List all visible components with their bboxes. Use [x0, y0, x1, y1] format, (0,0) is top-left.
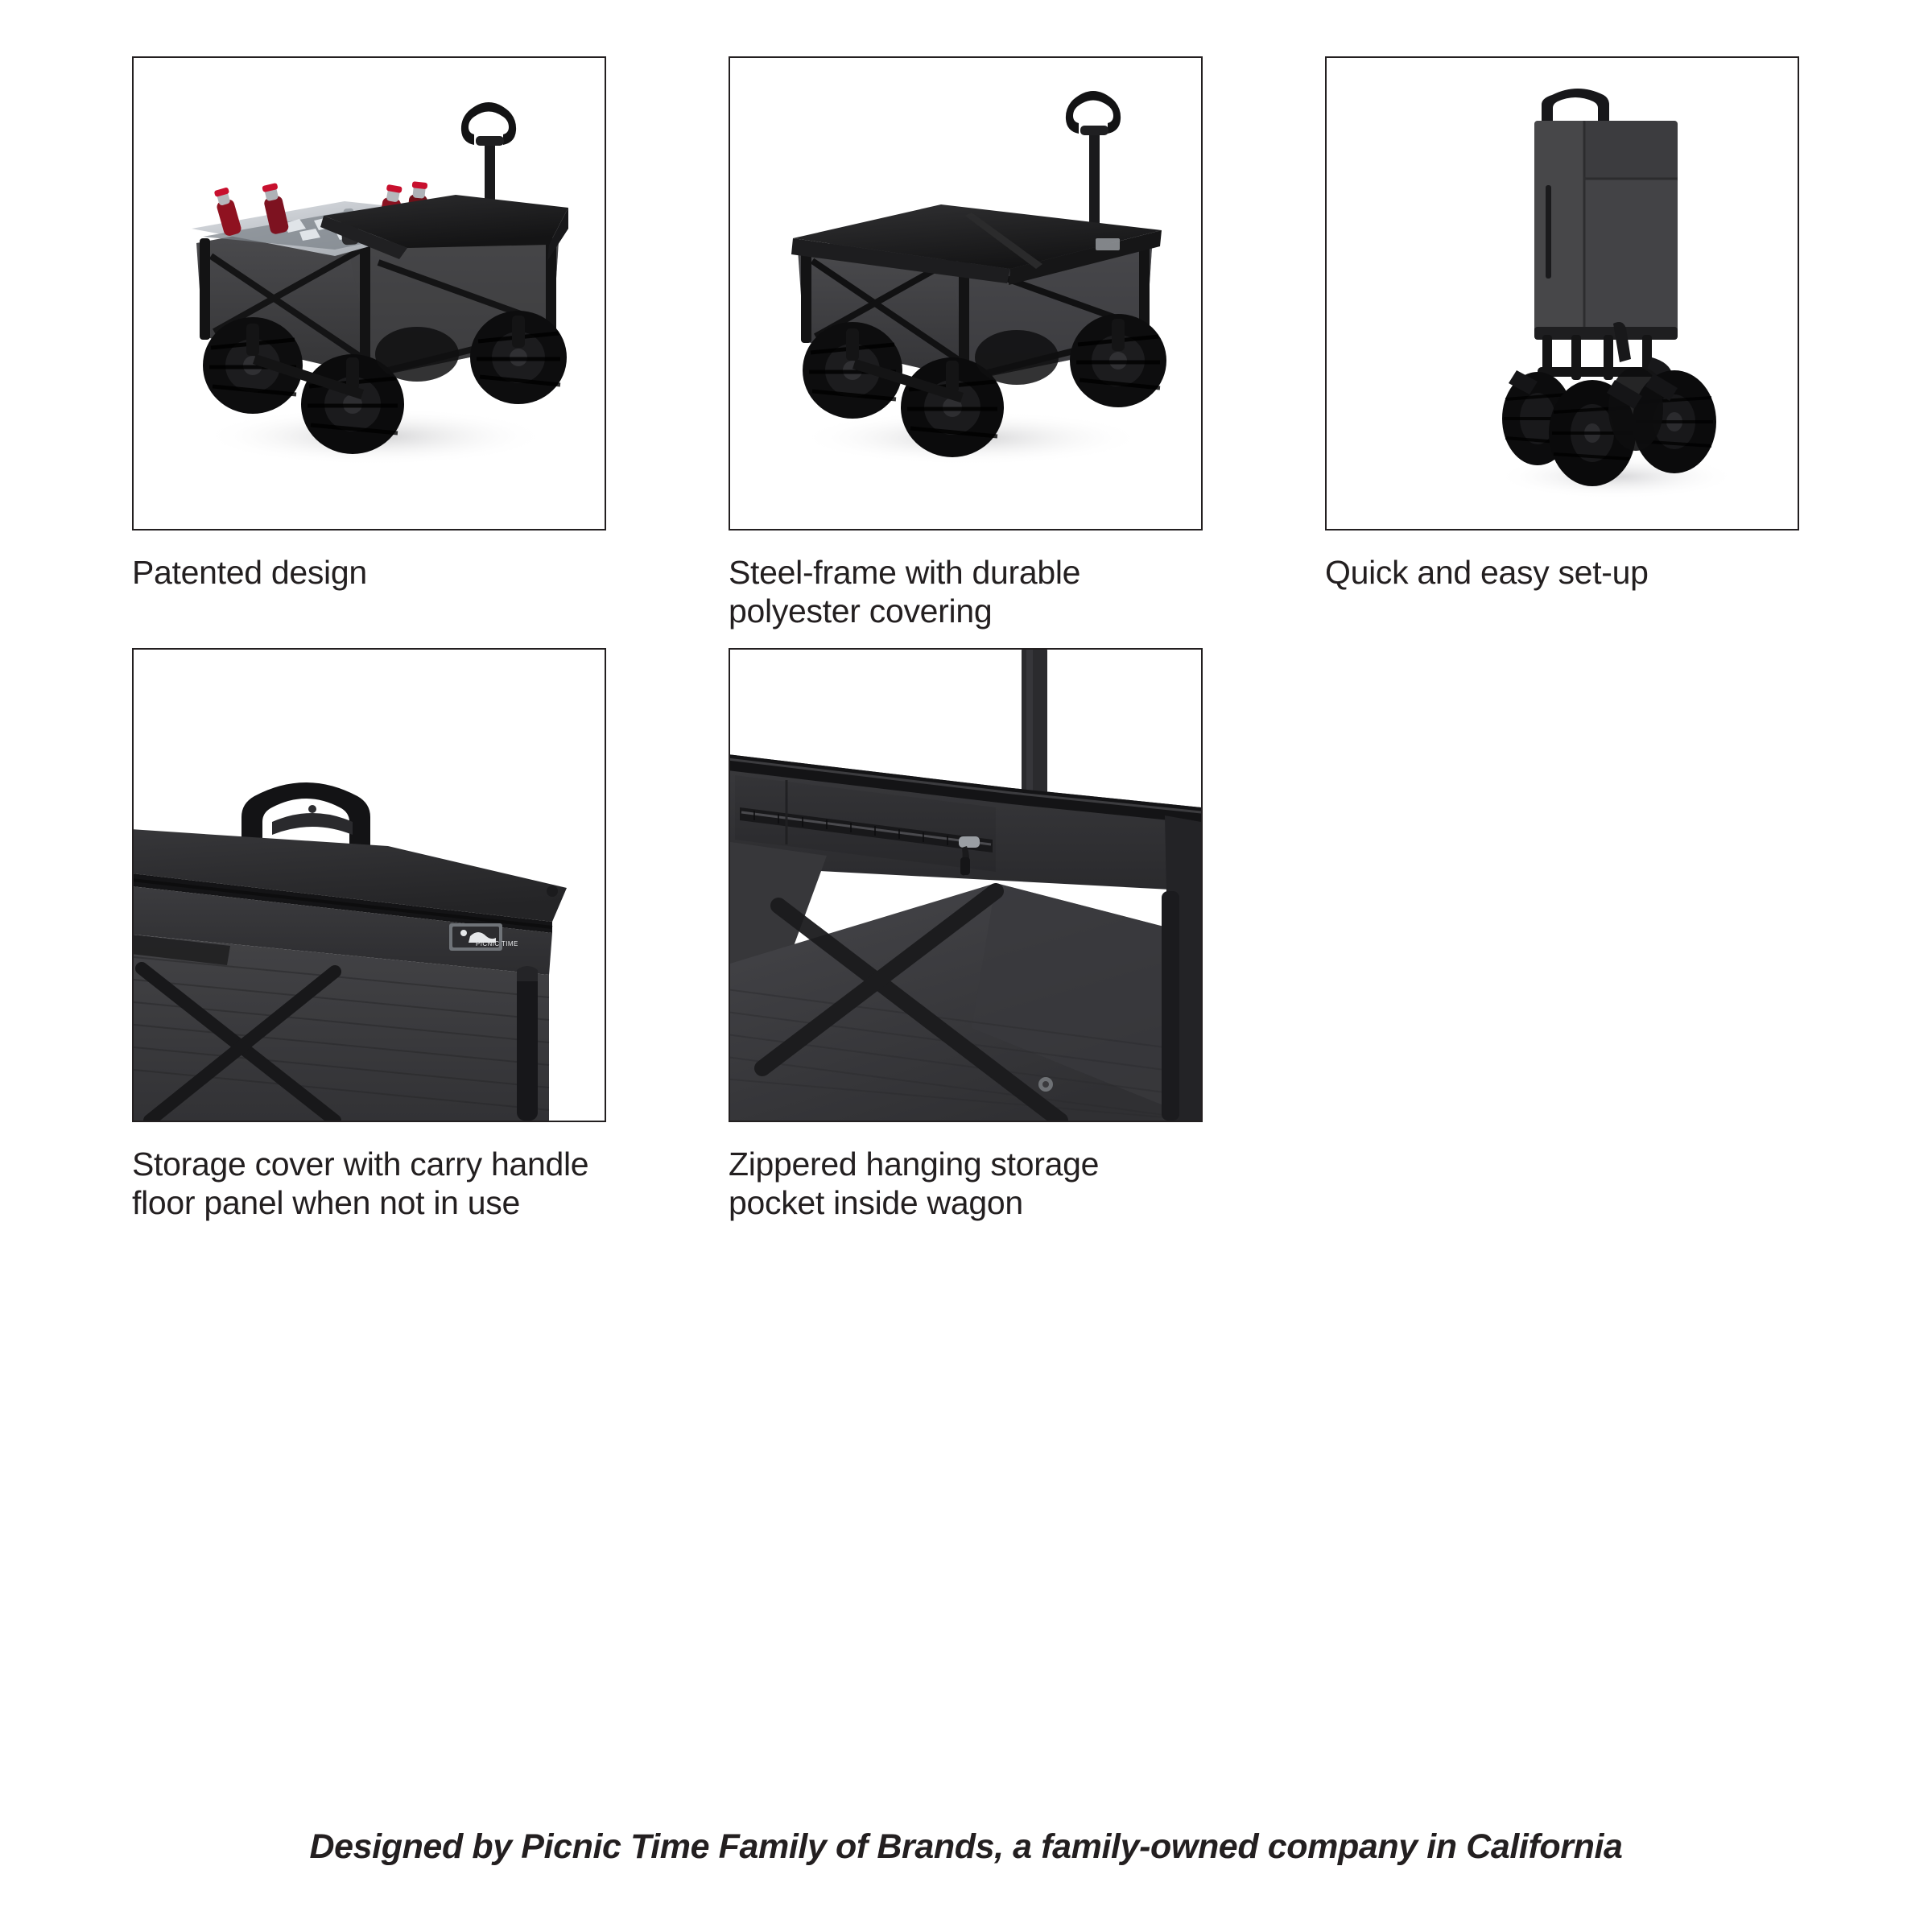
- caption-line: Zippered hanging storage: [729, 1145, 1100, 1183]
- caption-line: Patented design: [132, 554, 367, 591]
- feature-caption: [132, 553, 606, 592]
- wagon-folded-upright-photo: [1325, 56, 1799, 530]
- caption-line: floor panel when not in use: [132, 1184, 520, 1222]
- feature-caption: [1325, 553, 1799, 592]
- feature-cell-zippered-pocket: [729, 648, 1203, 1223]
- feature-cell-steel-frame: [729, 56, 1203, 631]
- caption-line: Quick and easy set-up: [1325, 554, 1649, 591]
- feature-cell-storage-cover: [132, 648, 606, 1223]
- feature-row-1: [132, 56, 1800, 631]
- feature-cell-quick-setup: [1325, 56, 1799, 631]
- cover-carry-handle-closeup-photo: [132, 648, 606, 1122]
- feature-caption: [132, 1145, 606, 1223]
- feature-row-2: [132, 648, 1800, 1223]
- caption-line: Steel-frame with durable: [729, 554, 1081, 591]
- feature-caption: [729, 1145, 1203, 1223]
- wagon-closed-cover-photo: [729, 56, 1203, 530]
- feature-cell-patented-design: [132, 56, 606, 631]
- caption-line: Storage cover with carry handle: [132, 1145, 589, 1183]
- brand-label-text: PICNIC TIME: [476, 939, 518, 947]
- feature-caption: [729, 553, 1203, 631]
- caption-line: pocket inside wagon: [729, 1184, 1023, 1222]
- caption-line: polyester covering: [729, 592, 993, 630]
- interior-zippered-pocket-closeup-photo: [729, 648, 1203, 1122]
- feature-grid: [132, 56, 1800, 1223]
- wagon-open-with-cooler-photo: [132, 56, 606, 530]
- footer-note: Designed by Picnic Time Family of Brands, a family-owned company in California: [309, 1827, 1623, 1866]
